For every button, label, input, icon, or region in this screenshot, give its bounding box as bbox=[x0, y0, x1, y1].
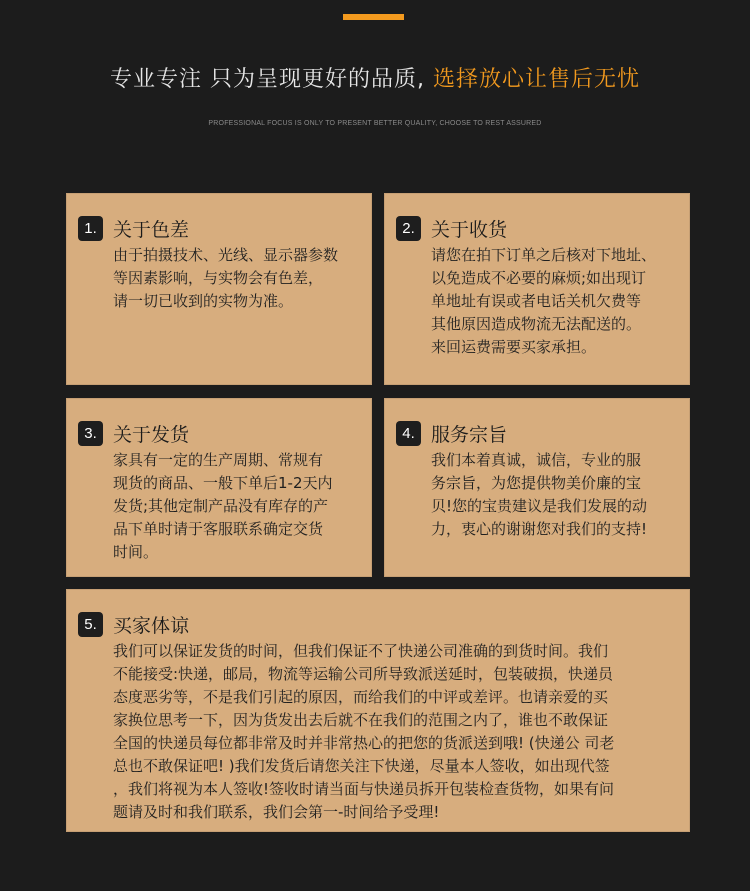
card-number-badge: 3. bbox=[78, 421, 103, 446]
card-body: 我们可以保证发货的时间，但我们保证不了快递公司准确的到货时间。我们 不能接受:快递，邮局，物流等运输公司所导致派送延时，包装破损，快递员 态度恶劣等，不是我们引起的原因，而给我们的中评或差评。也请亲爱的买 家换位思考一下，因为货发出去后就不在我们的范围之内了，谁也不敢保证 全国的快递员每位都非常及时并非常热心的把您的货派送到哦! (快递公 司老 总也不敢保证吧! )我们发货后请您关注下快递，尽量本人签收，如出现代签 ，我们将视为本人签收!签收时请当面与快递员拆开包装检查货物，如果有问 题请及时和我们联系，我们会第一-时间给予受理! bbox=[113, 642, 615, 821]
card-receiving bbox=[384, 193, 690, 385]
card-body: 由于拍摄技术、光线、显示器参数 等因素影响，与实物会有色差， 请一切已收到的实物为准。 bbox=[113, 246, 339, 310]
card-color-difference bbox=[66, 193, 372, 385]
headline-accent: 选择放心让售后无忧 bbox=[425, 67, 640, 92]
card-service-purpose bbox=[384, 398, 690, 577]
headline-main: 专业专注 只为呈现更好的品质, bbox=[110, 67, 425, 92]
card-header bbox=[396, 215, 507, 242]
top-accent-bar bbox=[343, 14, 404, 20]
card-buyer-understanding bbox=[66, 589, 690, 832]
card-header bbox=[78, 420, 189, 447]
card-header bbox=[396, 420, 507, 447]
page-headline bbox=[0, 62, 750, 93]
card-body: 请您在拍下订单之后核对下地址、 以免造成不必要的麻烦;如出现订 单地址有误或者电话关机欠费等 其他原因造成物流无法配送的。 来回运费需要买家承担。 bbox=[431, 246, 657, 356]
card-title: 关于色差 bbox=[113, 219, 190, 241]
card-number-badge: 5. bbox=[78, 612, 103, 637]
card-title: 关于收货 bbox=[431, 219, 508, 241]
card-title: 关于发货 bbox=[113, 424, 190, 446]
card-number-badge: 2. bbox=[396, 216, 421, 241]
card-body: 我们本着真诚，诚信，专业的服 务宗旨，为您提供物美价廉的宝 贝!您的宝贵建议是我们发展的动 力，衷心的谢谢您对我们的支持! bbox=[431, 451, 648, 538]
card-title: 服务宗旨 bbox=[431, 424, 508, 446]
card-title: 买家体谅 bbox=[113, 615, 190, 637]
card-number-badge: 1. bbox=[78, 216, 103, 241]
card-shipping bbox=[66, 398, 372, 577]
card-body: 家具有一定的生产周期、常规有 现货的商品、一般下单后1-2天内 发货;其他定制产品没有库存的产 品下单时请于客服联系确定交货 时间。 bbox=[113, 451, 333, 561]
page-subheadline: PROFESSIONAL FOCUS IS ONLY TO PRESENT BETTER QUALITY, CHOOSE TO REST ASSURED bbox=[208, 120, 542, 127]
card-header bbox=[78, 215, 189, 242]
card-header bbox=[78, 611, 189, 638]
card-number-badge: 4. bbox=[396, 421, 421, 446]
